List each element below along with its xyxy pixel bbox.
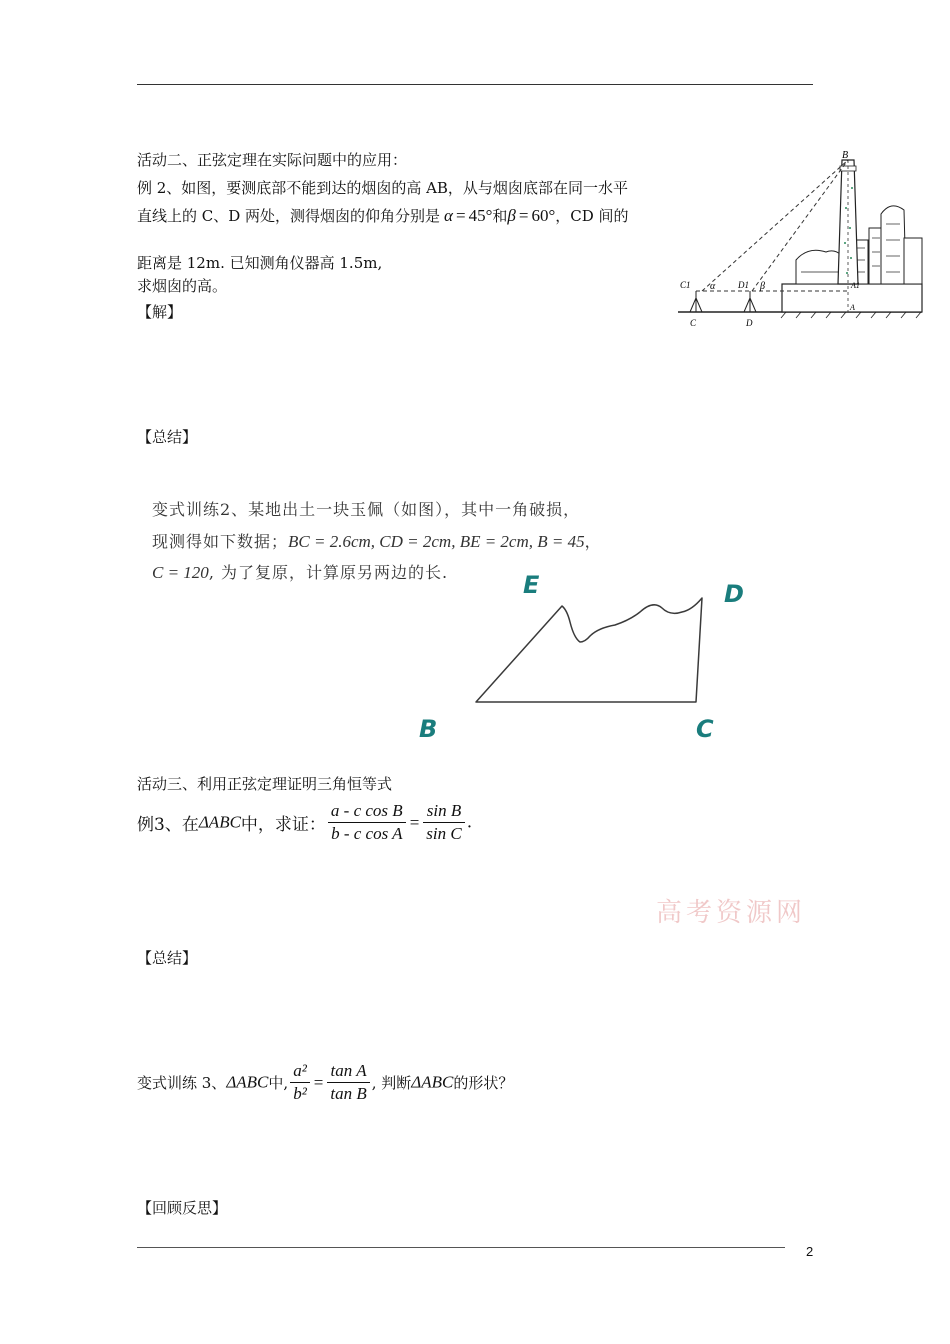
variant3-frac1-den: b² (293, 1084, 307, 1103)
label-c1: C1 (680, 280, 691, 290)
jade-figure (470, 590, 720, 710)
example3-lhs-fraction (328, 800, 406, 845)
variant2-line3 (152, 563, 448, 583)
variant3-frac1-num: a² (290, 1060, 310, 1083)
solve-heading: 【解】 (137, 303, 183, 321)
example3-rhs-denominator: sin C (426, 824, 462, 843)
variant3-zhong: 中, (268, 1074, 289, 1092)
example3-mid: 中，求证： (240, 815, 326, 835)
example3-lhs-numerator: a - c cos B (328, 800, 406, 823)
watermark: 高考资源网 (656, 898, 807, 928)
variant2-angle-c: C = 120 (152, 563, 209, 582)
equals-sign-2: = (518, 206, 529, 225)
label-b: B (842, 150, 849, 161)
variant3-prefix: 变式训练 3、 (137, 1074, 227, 1092)
label-d1: D1 (738, 280, 749, 290)
variant3-triangle-2: ΔABC (411, 1072, 454, 1092)
variant2-line1: 变式训练2、某地出土一块玉佩（如图），其中一角破损， (152, 500, 581, 519)
variant2-line2-comma: ， (584, 532, 601, 551)
variant2-data-math: BC = 2.6cm, CD = 2cm, BE = 2cm, B = 45 (288, 532, 585, 551)
variant2-line2 (152, 532, 601, 552)
label-d: D (746, 318, 753, 328)
equals-sign: = (455, 206, 466, 225)
jade-label-e: E (523, 571, 540, 599)
variant3-suffix-b: 的形状？ (453, 1074, 514, 1092)
label-a: A (850, 303, 855, 312)
example3-equals: = (409, 812, 420, 832)
variant3-line (137, 1060, 513, 1105)
variant3-fraction-2 (327, 1060, 369, 1105)
example3-triangle: ΔABC (198, 812, 241, 832)
variant3-fraction-1 (290, 1060, 310, 1105)
beta-symbol: β (507, 206, 516, 225)
label-c: C (690, 318, 697, 328)
example2-line4: 求烟囱的高。 (137, 277, 228, 295)
jade-outline (476, 598, 702, 702)
angle-45: 45° (468, 206, 493, 225)
example2-line2-text-b: ，CD 间的 (555, 207, 629, 225)
variant3-frac2-den: tan B (330, 1084, 367, 1103)
variant2-line3-text: , 为了复原，计算原另两边的长. (208, 563, 449, 582)
chimney-figure (676, 148, 926, 328)
variant3-frac2-num: tan A (327, 1060, 369, 1083)
alpha-symbol: α (444, 206, 453, 225)
variant3-triangle: ΔABC (226, 1072, 269, 1092)
variant2-line2-text: 现测得如下数据； (152, 532, 289, 551)
jade-label-c: C (696, 715, 714, 743)
label-a1: A1 (851, 281, 860, 290)
example2-line2 (137, 206, 629, 226)
example3-lhs-denominator: b - c cos A (331, 824, 403, 843)
label-alpha: α (710, 281, 716, 292)
jade-label-d: D (724, 580, 744, 608)
variant3-equals: = (313, 1072, 324, 1092)
example3-prefix: 例3、在 (137, 815, 199, 835)
summary-heading-1: 【总结】 (137, 428, 198, 446)
example2-line1: 例 2、如图，要测底部不能到达的烟囱的高 AB，从与烟囱底部在同一水平 (137, 179, 628, 197)
label-beta: β (760, 281, 765, 292)
activity3-title: 活动三、利用正弦定理证明三角恒等式 (137, 775, 393, 793)
footer-rule (137, 1247, 785, 1248)
review-heading: 【回顾反思】 (137, 1199, 228, 1217)
example3-period: . (466, 812, 473, 833)
summary-heading-2: 【总结】 (137, 949, 198, 967)
variant3-suffix-a: , 判断 (371, 1074, 412, 1092)
he-text: 和 (492, 207, 508, 225)
example2-line3: 距离是 12m. 已知测角仪器高 1.5m, (137, 254, 383, 272)
instruments (690, 291, 756, 312)
example2-line2-text-a: 直线上的 C、D 两处，测得烟囱的仰角分别是 (137, 207, 441, 225)
jade-label-b: B (419, 715, 438, 743)
header-rule (137, 84, 813, 85)
example3-rhs-numerator: sin B (423, 800, 464, 823)
example3-rhs-fraction (423, 800, 464, 845)
page-number: 2 (806, 1244, 814, 1259)
angle-60: 60° (531, 206, 556, 225)
activity2-title: 活动二、正弦定理在实际问题中的应用： (137, 151, 408, 169)
example3-line (137, 800, 472, 845)
